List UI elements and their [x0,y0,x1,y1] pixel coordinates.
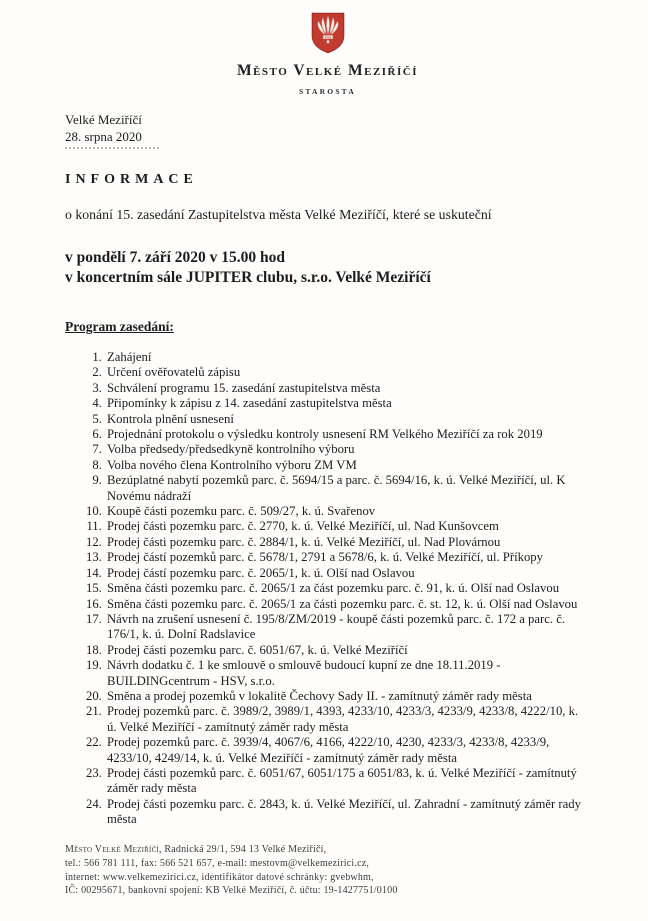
meta-city: Velké Meziříčí [65,112,142,127]
program-item: 24. Prodej části pozemku parc. č. 2843, k. ú. Velké Meziříčí, ul. Zahradní - zamítnutý záměr rady města [105,797,590,828]
organization-name: Město Velké Meziříčí [236,62,419,79]
program-item: 3. Schválení programu 15. zasedání zastupitelstva města [105,381,590,396]
program-item: 2. Určení ověřovatelů zápisu [105,365,590,380]
program-item: 1. Zahájení [105,350,590,365]
program-item: 19. Návrh dodatku č. 1 ke smlouvě o smlouvě budoucí kupní ze dne 18.11.2019 - BUILDINGcentrum - HSV, s.r.o. [105,658,590,689]
footer-line-3: internet: www.velkemezirici.cz, identifikátor datové schránky: gvebwhm, [65,871,374,883]
program-item: 23. Prodej části pozemků parc. č. 6051/67, 6051/175 a 6051/83, k. ú. Velké Meziříčí - zamítnutý záměr rady města [105,766,590,797]
info-lead: o konání 15. zasedání Zastupitelstva města Velké Meziříčí, které se uskuteční [65,207,492,222]
meta-block [65,111,590,149]
program-item: 6. Projednání protokolu o výsledku kontroly usnesení RM Velkého Meziříčí za rok 2019 [105,427,590,442]
program-item: 11. Prodej části pozemku parc. č. 2770, k. ú. Velké Meziříčí, ul. Nad Kunšovcem [105,519,590,534]
program-item: 15. Směna části pozemku parc. č. 2065/1 za část pozemku parc. č. 91, k. ú. Olší nad Oslavou [105,581,590,596]
meeting-details [65,248,590,288]
program-item: 21. Prodej pozemků parc. č. 3989/2, 3989/1, 4393, 4233/10, 4233/3, 4233/9, 4233/8, 4222/10, k. ú. Velké Meziříčí - zamítnutý záměr rady města [105,704,590,735]
program-item: 16. Směna části pozemku parc. č. 2065/1 za části pozemku parc. č. st. 12, k. ú. Olší nad Oslavou [105,597,590,612]
program-item: 8. Volba nového člena Kontrolního výboru ZM VM [105,458,590,473]
program-item: 7. Volba předsedy/předsedkyně kontrolního výboru [105,442,590,457]
document-footer [65,843,398,898]
info-title: INFORMACE [65,172,198,187]
footer-line-2: tel.: 566 781 111, fax: 566 521 657, e-mail: mestovm@velkemezirici.cz, [65,857,370,869]
program-item: 20. Směna a prodej pozemků v lokalitě Čechovy Sady II. - zamítnutý záměr rady města [105,689,590,704]
program-item: 4. Připomínky k zápisu z 14. zasedání zastupitelstva města [105,396,590,411]
program-item: 12. Prodej části pozemku parc. č. 2884/1, k. ú. Velké Meziříčí, ul. Nad Plovárnou [105,535,590,550]
meeting-datetime: v pondělí 7. září 2020 v 15.00 hod [65,249,286,266]
program-item: 9. Bezúplatné nabytí pozemků parc. č. 5694/15 a parc. č. 5694/16, k. ú. Velké Meziříčí, ul. K Novému nádraží [105,473,590,504]
program-item: 22. Prodej pozemků parc. č. 3939/4, 4067/6, 4166, 4222/10, 4230, 4233/3, 4233/8, 4233/9, 4233/10, 4249/14, k. ú. Velké Meziříčí - zamítnutý záměr rady města [105,735,590,766]
footer-org-name: Město Velké Meziříčí [65,844,159,855]
program-item: 10. Koupě části pozemku parc. č. 509/27, k. ú. Svařenov [105,504,590,519]
coat-of-arms-icon [311,12,345,54]
program-item: 5. Kontrola plnění usnesení [105,412,590,427]
program-item: 17. Návrh na zrušení usnesení č. 195/8/ZM/2019 - koupě části pozemků parc. č. 172 a parc. č. 176/1, k. ú. Dolní Radslavice [105,612,590,643]
program-item: 18. Prodej části pozemku parc. č. 6051/67, k. ú. Velké Meziříčí [105,643,590,658]
footer-address: , Radnická 29/1, 594 13 Velké Meziříčí, [158,844,327,855]
meeting-venue: v koncertním sále JUPITER clubu, s.r.o. Velké Meziříčí [65,269,431,286]
scan-artifact-dotted-line [65,147,159,149]
meta-date: 28. srpna 2020 [65,129,142,144]
footer-line-4: IČ: 00295671, bankovní spojení: KB Velké Meziříčí, č. účtu: 19-1427751/0100 [65,885,398,897]
program-item: 14. Prodej částí pozemku parc. č. 2065/1, k. ú. Olší nad Oslavou [105,566,590,581]
program-list [65,350,590,828]
letterhead [65,12,590,96]
program-heading: Program zasedání: [65,319,174,334]
program-item: 13. Prodej částí pozemků parc. č. 5678/1, 2791 a 5678/6, k. ú. Velké Meziříčí, ul. Příkopy [105,550,590,565]
organization-role: STAROSTA [299,87,356,96]
footer-line-1 [65,843,398,857]
